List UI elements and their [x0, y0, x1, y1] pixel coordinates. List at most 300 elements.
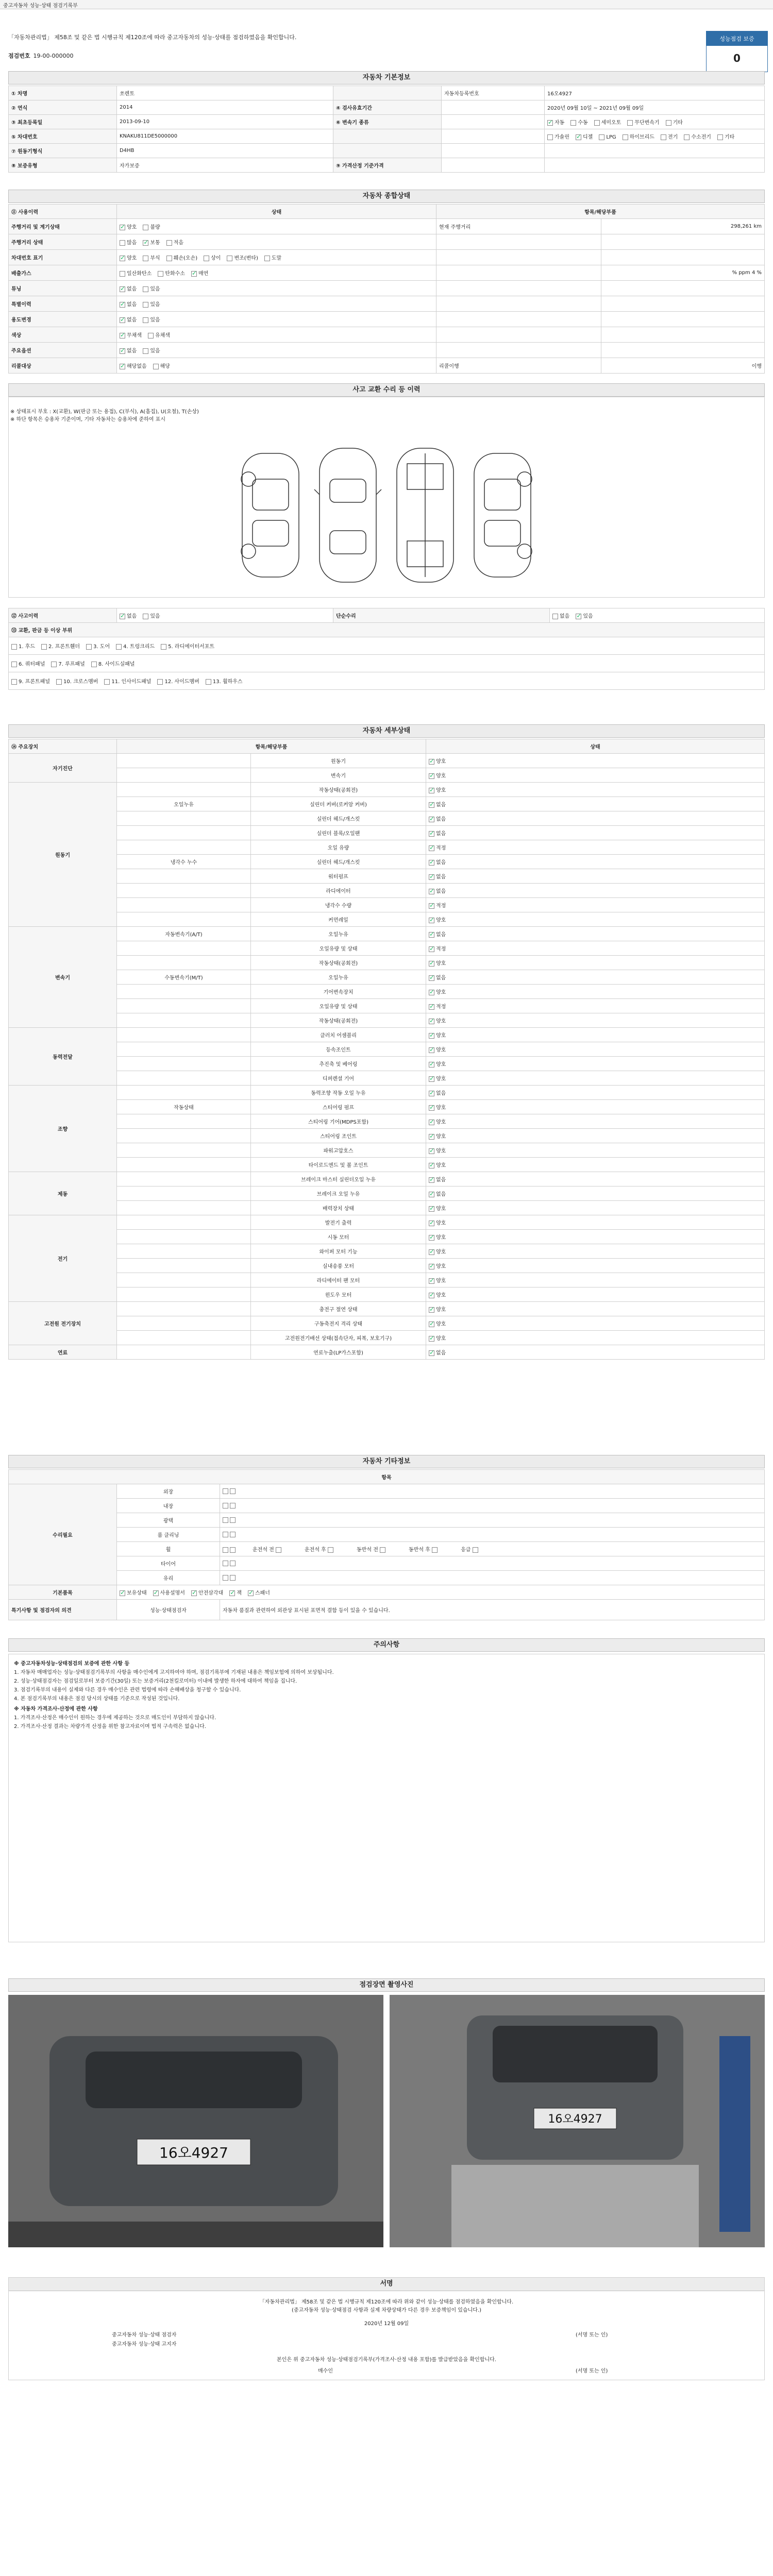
checkbox-icon[interactable] — [429, 889, 434, 894]
wheel-position-label: 운전석 전 — [253, 1547, 274, 1553]
basic-fuel_options-option — [599, 134, 616, 140]
extra-row-label: 룸 클리닝 — [117, 1528, 220, 1542]
general-row-extra — [436, 281, 601, 296]
checkbox-icon[interactable] — [429, 1091, 434, 1096]
general-header: 항목/해당부품 — [436, 205, 765, 219]
checkbox-icon[interactable] — [432, 1547, 438, 1553]
car-left-view — [241, 453, 299, 577]
detail-state-label: 없음 — [436, 975, 446, 981]
detail-part: 실린더 헤드/개스킷 — [251, 811, 426, 826]
checkbox-icon[interactable] — [230, 1517, 236, 1523]
checkbox-icon[interactable] — [120, 1590, 125, 1596]
section-extra-info: 자동차 기타정보 — [8, 1455, 765, 1468]
detail-sub — [117, 1158, 251, 1172]
general-option — [120, 302, 137, 308]
detail-row — [9, 783, 765, 797]
inspector-sign: (서명 또는 인) — [576, 2332, 608, 2338]
issuer-label: 중고자동차 성능·상태 고지자 — [112, 2342, 177, 2347]
signature-date: 2020년 12월 09일 — [364, 2321, 409, 2327]
checkbox-icon[interactable] — [599, 134, 604, 140]
detail-state — [426, 941, 765, 956]
checkbox-icon[interactable] — [429, 932, 434, 938]
option-label: 없음 — [127, 614, 137, 619]
detail-part: 시동 모터 — [251, 1230, 426, 1244]
option-label: 많음 — [127, 240, 137, 246]
checkbox-icon[interactable] — [429, 1019, 434, 1024]
general-row-options — [117, 234, 436, 250]
checkbox-icon[interactable] — [429, 961, 434, 967]
checkbox-icon[interactable] — [547, 134, 553, 140]
general-option — [166, 256, 197, 261]
detail-part: 스티어링 조인트 — [251, 1129, 426, 1143]
checkbox-icon[interactable] — [429, 1235, 434, 1241]
checkbox-icon[interactable] — [223, 1503, 228, 1509]
checkbox-icon[interactable] — [143, 302, 148, 308]
detail-part: 오일 유량 — [251, 840, 426, 855]
checkbox-icon[interactable] — [429, 788, 434, 793]
detail-row — [9, 1244, 765, 1259]
checkbox-icon[interactable] — [328, 1547, 333, 1553]
detail-row — [9, 1042, 765, 1057]
detail-sub — [117, 1114, 251, 1129]
checkbox-icon[interactable] — [429, 817, 434, 822]
checkbox-icon[interactable] — [429, 1278, 434, 1284]
detail-state-label: 양호 — [436, 1249, 446, 1255]
detail-sub — [117, 1287, 251, 1302]
general-row-label: 리콜대상 — [9, 358, 117, 374]
wheel-position — [409, 1547, 439, 1553]
front-car-photo — [8, 1995, 383, 2247]
checkbox-icon[interactable] — [627, 120, 633, 126]
basic-cell: KNAKU811DE5000000 — [117, 129, 333, 144]
general-row-value — [601, 250, 765, 265]
detail-sub — [117, 999, 251, 1013]
detail-row — [9, 1086, 765, 1100]
detail-sub — [117, 1244, 251, 1259]
checkbox-icon[interactable] — [223, 1561, 228, 1566]
detail-part: 파워고압호스 — [251, 1143, 426, 1158]
checkbox-icon[interactable] — [143, 614, 148, 619]
inspection-photo-front — [8, 1995, 383, 2247]
detail-state-label: 양호 — [436, 1076, 446, 1082]
option-label: 탄화수소 — [165, 271, 185, 277]
detail-sub — [117, 941, 251, 956]
checkbox-icon[interactable] — [552, 614, 558, 619]
option-label: 부식 — [150, 256, 160, 261]
checkbox-icon[interactable] — [120, 317, 125, 323]
detail-row — [9, 1273, 765, 1287]
detail-part: 등속조인트 — [251, 1042, 426, 1057]
checkbox-icon[interactable] — [143, 240, 148, 246]
basic-cell — [333, 144, 442, 158]
detail-row — [9, 1331, 765, 1345]
checkbox-icon[interactable] — [41, 644, 47, 650]
checkbox-icon[interactable] — [429, 1206, 434, 1212]
checkbox-icon[interactable] — [276, 1547, 281, 1553]
checkbox-icon[interactable] — [120, 302, 125, 308]
basic-cell: ⑧ 보증유형 — [9, 158, 117, 173]
basic-cell: ① 차명 — [9, 86, 117, 100]
checkbox-icon[interactable] — [429, 802, 434, 808]
checkbox-icon[interactable] — [429, 1249, 434, 1255]
checkbox-icon[interactable] — [429, 1004, 434, 1010]
detail-state — [426, 1273, 765, 1287]
checkbox-icon[interactable] — [206, 679, 211, 685]
checkbox-icon[interactable] — [143, 225, 148, 230]
checkbox-icon[interactable] — [120, 333, 125, 338]
checkbox-icon[interactable] — [473, 1547, 478, 1553]
checkbox-icon[interactable] — [204, 256, 209, 261]
checkbox-icon[interactable] — [166, 256, 172, 261]
general-header: 상태 — [117, 205, 436, 219]
detail-state-label: 양호 — [436, 1033, 446, 1039]
general-row-label: 주행거리 상태 — [9, 234, 117, 250]
basic-item — [191, 1590, 223, 1596]
basic-fuel_options-option — [661, 134, 678, 140]
checkbox-icon[interactable] — [429, 1105, 434, 1111]
part-label: 13. 휠하우스 — [212, 679, 243, 685]
basic-cell — [442, 100, 545, 115]
general-option — [120, 271, 152, 277]
extra-row-options — [220, 1556, 765, 1571]
checkbox-icon[interactable] — [429, 946, 434, 952]
checkbox-icon[interactable] — [429, 1192, 434, 1197]
detail-sub — [117, 1172, 251, 1187]
checkbox-icon[interactable] — [429, 1321, 434, 1327]
detail-state-label: 양호 — [436, 1019, 446, 1024]
checkbox-icon[interactable] — [56, 679, 62, 685]
parts-rank-row — [9, 655, 765, 672]
checkbox-icon[interactable] — [191, 1590, 197, 1596]
detail-header: 항목/해당부품 — [117, 739, 426, 754]
detail-part: 스티어링 펌프 — [251, 1100, 426, 1114]
trans-cell — [545, 115, 765, 129]
checkbox-icon[interactable] — [116, 644, 122, 650]
detail-state-label: 양호 — [436, 773, 446, 779]
checkbox-icon[interactable] — [429, 1336, 434, 1342]
checkbox-icon[interactable] — [153, 364, 159, 369]
detail-part: 오일유량 및 상태 — [251, 999, 426, 1013]
detail-row — [9, 1287, 765, 1302]
checkbox-icon[interactable] — [161, 644, 166, 650]
checkbox-icon[interactable] — [223, 1575, 228, 1581]
general-option — [143, 225, 160, 230]
checkbox-icon[interactable] — [120, 225, 125, 230]
checkbox-icon[interactable] — [576, 614, 581, 619]
checkbox-icon[interactable] — [429, 845, 434, 851]
option-label: 적음 — [173, 240, 183, 246]
basic-fuel_options-option — [684, 134, 711, 140]
option-label: 상이 — [211, 256, 221, 261]
detail-sub — [117, 1028, 251, 1042]
option-label: 불량 — [150, 225, 160, 230]
part-option — [116, 644, 155, 650]
checkbox-icon[interactable] — [51, 662, 57, 667]
checkbox-icon[interactable] — [429, 831, 434, 837]
option-label: 없음 — [127, 286, 137, 292]
checkbox-icon[interactable] — [576, 134, 581, 140]
checkbox-icon[interactable] — [429, 1163, 434, 1168]
checkbox-icon[interactable] — [429, 1047, 434, 1053]
detail-state — [426, 1302, 765, 1316]
basic-cell: 16오4927 — [545, 86, 765, 100]
detail-state — [426, 1143, 765, 1158]
detail-state-label: 양호 — [436, 759, 446, 765]
checkbox-icon[interactable] — [11, 662, 17, 667]
detail-sub: 오일누유 — [117, 797, 251, 811]
checkbox-icon[interactable] — [429, 1148, 434, 1154]
detail-state-label: 없음 — [436, 889, 446, 894]
detail-sub — [117, 811, 251, 826]
checkbox-icon[interactable] — [661, 134, 666, 140]
checkbox-icon[interactable] — [143, 317, 148, 323]
detail-state — [426, 855, 765, 869]
basic-row — [9, 115, 765, 129]
checkbox-icon[interactable] — [230, 1561, 236, 1566]
checkbox-icon[interactable] — [429, 773, 434, 779]
part-label: 1. 후드 — [19, 644, 36, 650]
checkbox-icon[interactable] — [223, 1488, 228, 1494]
detail-part: 발전기 출력 — [251, 1215, 426, 1230]
option-label: 수동 — [578, 120, 588, 126]
checkbox-icon[interactable] — [429, 1033, 434, 1039]
option-label: 디젤 — [582, 134, 593, 140]
general-row-options — [117, 343, 436, 358]
detail-part: 작동상태(공회전) — [251, 956, 426, 970]
extra-row-label: 내장 — [117, 1499, 220, 1513]
detail-part: 냉각수 수량 — [251, 898, 426, 912]
extra-row-options — [220, 1499, 765, 1513]
detail-part: 구동축전지 격리 상태 — [251, 1316, 426, 1331]
option-label: 있음 — [583, 614, 593, 619]
checkbox-icon[interactable] — [429, 918, 434, 923]
basic-cell: 2013-09-10 — [117, 115, 333, 129]
checkbox-icon[interactable] — [230, 1532, 236, 1537]
extra-row-options — [220, 1542, 765, 1556]
checkbox-icon[interactable] — [229, 1590, 235, 1596]
detail-row — [9, 811, 765, 826]
checkbox-icon[interactable] — [120, 271, 125, 277]
basic-cell: 2014 — [117, 100, 333, 115]
detail-row — [9, 1129, 765, 1143]
option-label: 세미오토 — [601, 120, 621, 126]
basic-cell: 자동차등록번호 — [442, 86, 545, 100]
checkbox-icon[interactable] — [429, 1062, 434, 1067]
extra-row-label: 광택 — [117, 1513, 220, 1528]
note-line: ※ 중고자동차성능·상태점검의 보증에 관한 사항 등 — [14, 1661, 130, 1667]
detail-sub — [117, 1057, 251, 1071]
checkbox-icon[interactable] — [429, 1264, 434, 1269]
checkbox-icon[interactable] — [230, 1503, 236, 1509]
detail-state — [426, 1071, 765, 1086]
buyer-statement: 본인은 위 중고자동차 성능·상태점검기록부(가격조사·산정 내용 포함)를 발급받았음을 확인합니다. — [277, 2357, 496, 2363]
checkbox-icon[interactable] — [223, 1517, 228, 1523]
option-label: 가솔린 — [554, 134, 569, 140]
general-row-options — [117, 296, 436, 312]
general-row-value: 이행 — [601, 358, 765, 374]
checkbox-icon[interactable] — [429, 1134, 434, 1140]
checkbox-icon[interactable] — [120, 240, 125, 246]
wheel-position — [253, 1547, 283, 1553]
checkbox-icon[interactable] — [717, 134, 723, 140]
checkbox-icon[interactable] — [91, 662, 97, 667]
detail-state-label: 양호 — [436, 1062, 446, 1067]
checkbox-icon[interactable] — [120, 614, 125, 619]
checkbox-icon[interactable] — [429, 874, 434, 880]
general-option — [166, 240, 183, 246]
checkbox-icon[interactable] — [666, 120, 671, 126]
extra-row-options — [220, 1571, 765, 1585]
checkbox-icon[interactable] — [158, 271, 163, 277]
extra-group: 수리필요 — [9, 1484, 117, 1585]
extra-row — [9, 1571, 765, 1585]
checkbox-icon[interactable] — [429, 1177, 434, 1183]
checkbox-icon[interactable] — [166, 240, 172, 246]
notes-box — [8, 1654, 765, 1942]
checkbox-icon[interactable] — [429, 1076, 434, 1082]
checkbox-icon[interactable] — [264, 256, 270, 261]
basic-item — [120, 1590, 147, 1596]
detail-row — [9, 1230, 765, 1244]
checkbox-icon[interactable] — [594, 120, 600, 126]
part-option — [41, 644, 80, 650]
general-row-label: 주요옵션 — [9, 343, 117, 358]
checkbox-icon[interactable] — [429, 759, 434, 765]
checkbox-icon[interactable] — [191, 271, 197, 277]
detail-state-label: 양호 — [436, 990, 446, 995]
detail-state — [426, 1230, 765, 1244]
checkbox-icon[interactable] — [429, 903, 434, 909]
checkbox-icon[interactable] — [143, 286, 148, 292]
car-right-view — [474, 453, 532, 577]
checkbox-icon[interactable] — [11, 644, 17, 650]
checkbox-icon[interactable] — [86, 644, 92, 650]
detail-group-name: 원동기 — [9, 783, 117, 927]
checkbox-icon[interactable] — [223, 1547, 228, 1553]
checkbox-icon[interactable] — [684, 134, 690, 140]
checkbox-icon[interactable] — [429, 1221, 434, 1226]
detail-state — [426, 754, 765, 768]
checkbox-icon[interactable] — [153, 1590, 159, 1596]
general-row-options — [117, 358, 436, 374]
general-row-label: 튜닝 — [9, 281, 117, 296]
wheel-position — [461, 1547, 480, 1553]
general-row-extra: 현재 주행거리 — [436, 219, 601, 234]
detail-part: 실린더 헤드/개스킷 — [251, 855, 426, 869]
checkbox-icon[interactable] — [11, 679, 17, 685]
checkbox-icon[interactable] — [227, 256, 232, 261]
detail-state-label: 양호 — [436, 1134, 446, 1140]
signature-box — [8, 2277, 765, 2380]
detail-state — [426, 1013, 765, 1028]
score-label: 성능점검 보증 — [707, 31, 767, 46]
detail-sub — [117, 768, 251, 783]
checkbox-icon[interactable] — [157, 679, 163, 685]
basic-trans_options-option — [547, 120, 564, 126]
accident-option — [143, 614, 160, 619]
detail-row — [9, 999, 765, 1013]
checkbox-icon[interactable] — [429, 975, 434, 981]
detail-state — [426, 1028, 765, 1042]
accident-option — [120, 614, 137, 619]
checkbox-icon[interactable] — [547, 120, 553, 126]
checkbox-icon[interactable] — [230, 1575, 236, 1581]
checkbox-icon[interactable] — [429, 1307, 434, 1313]
detail-part: 클러치 어셈블리 — [251, 1028, 426, 1042]
part-label: 8. 사이드실패널 — [98, 662, 135, 667]
checkbox-icon[interactable] — [148, 333, 154, 338]
checkbox-icon[interactable] — [120, 348, 125, 354]
checkbox-icon[interactable] — [230, 1547, 236, 1553]
detail-group-name: 제동 — [9, 1172, 117, 1215]
basic-item — [248, 1590, 270, 1596]
car-top-view — [314, 448, 381, 582]
checkbox-icon[interactable] — [570, 120, 576, 126]
checkbox-icon[interactable] — [380, 1547, 385, 1553]
detail-sub — [117, 1345, 251, 1360]
extra-row — [9, 1528, 765, 1542]
general-row-value — [601, 312, 765, 327]
detail-state-label: 적정 — [436, 1004, 446, 1010]
checkbox-icon[interactable] — [429, 1120, 434, 1125]
checkbox-icon[interactable] — [120, 286, 125, 292]
basic-item-label: 안전삼각대 — [198, 1590, 224, 1596]
checkbox-icon[interactable] — [429, 990, 434, 995]
detail-sub — [117, 1143, 251, 1158]
rear-car-photo — [390, 1995, 765, 2247]
detail-state-label: 없음 — [436, 831, 446, 837]
detail-state-label: 양호 — [436, 918, 446, 923]
detail-sub: 작동상태 — [117, 1100, 251, 1114]
checkbox-icon[interactable] — [429, 1350, 434, 1356]
general-status-table — [8, 204, 765, 374]
basic-item-label: 보유상태 — [127, 1590, 147, 1596]
damage-legend — [10, 408, 199, 423]
checkbox-icon[interactable] — [230, 1488, 236, 1494]
part-label: 11. 인사이드패널 — [111, 679, 152, 685]
checkbox-icon[interactable] — [248, 1590, 254, 1596]
detail-part: 스티어링 기어(MDPS포함) — [251, 1114, 426, 1129]
note-line: 1. 자동차 매매업자는 성능·상태점검기록부의 사항을 매수인에게 고지하여야 하며, 점검기록부에 기재된 내용은 책임보험에 의하여 보상됩니다. — [14, 1670, 334, 1675]
checkbox-icon[interactable] — [120, 364, 125, 369]
general-option — [143, 286, 160, 292]
part-option — [51, 662, 85, 667]
section-general-status: 자동차 종합상태 — [8, 190, 765, 203]
detail-status-table — [8, 739, 765, 1360]
basic-cell — [442, 158, 545, 173]
basic-cell: 2020년 09월 10일 ~ 2021년 09월 09일 — [545, 100, 765, 115]
detail-row — [9, 941, 765, 956]
detail-state — [426, 1287, 765, 1302]
option-label: 없음 — [127, 348, 137, 354]
checkbox-icon[interactable] — [429, 860, 434, 866]
detail-row — [9, 1028, 765, 1042]
checkbox-icon[interactable] — [429, 1293, 434, 1298]
checkbox-icon[interactable] — [120, 256, 125, 261]
extra-row — [9, 1542, 765, 1556]
general-option — [153, 364, 170, 369]
checkbox-icon[interactable] — [223, 1532, 228, 1537]
checkbox-icon[interactable] — [143, 256, 148, 261]
special-row — [9, 1600, 765, 1620]
general-option — [120, 348, 137, 354]
detail-sub — [117, 956, 251, 970]
checkbox-icon[interactable] — [143, 348, 148, 354]
option-label: 일산화탄소 — [127, 271, 152, 277]
checkbox-icon[interactable] — [104, 679, 110, 685]
detail-state-label: 양호 — [436, 1235, 446, 1241]
checkbox-icon[interactable] — [623, 134, 628, 140]
